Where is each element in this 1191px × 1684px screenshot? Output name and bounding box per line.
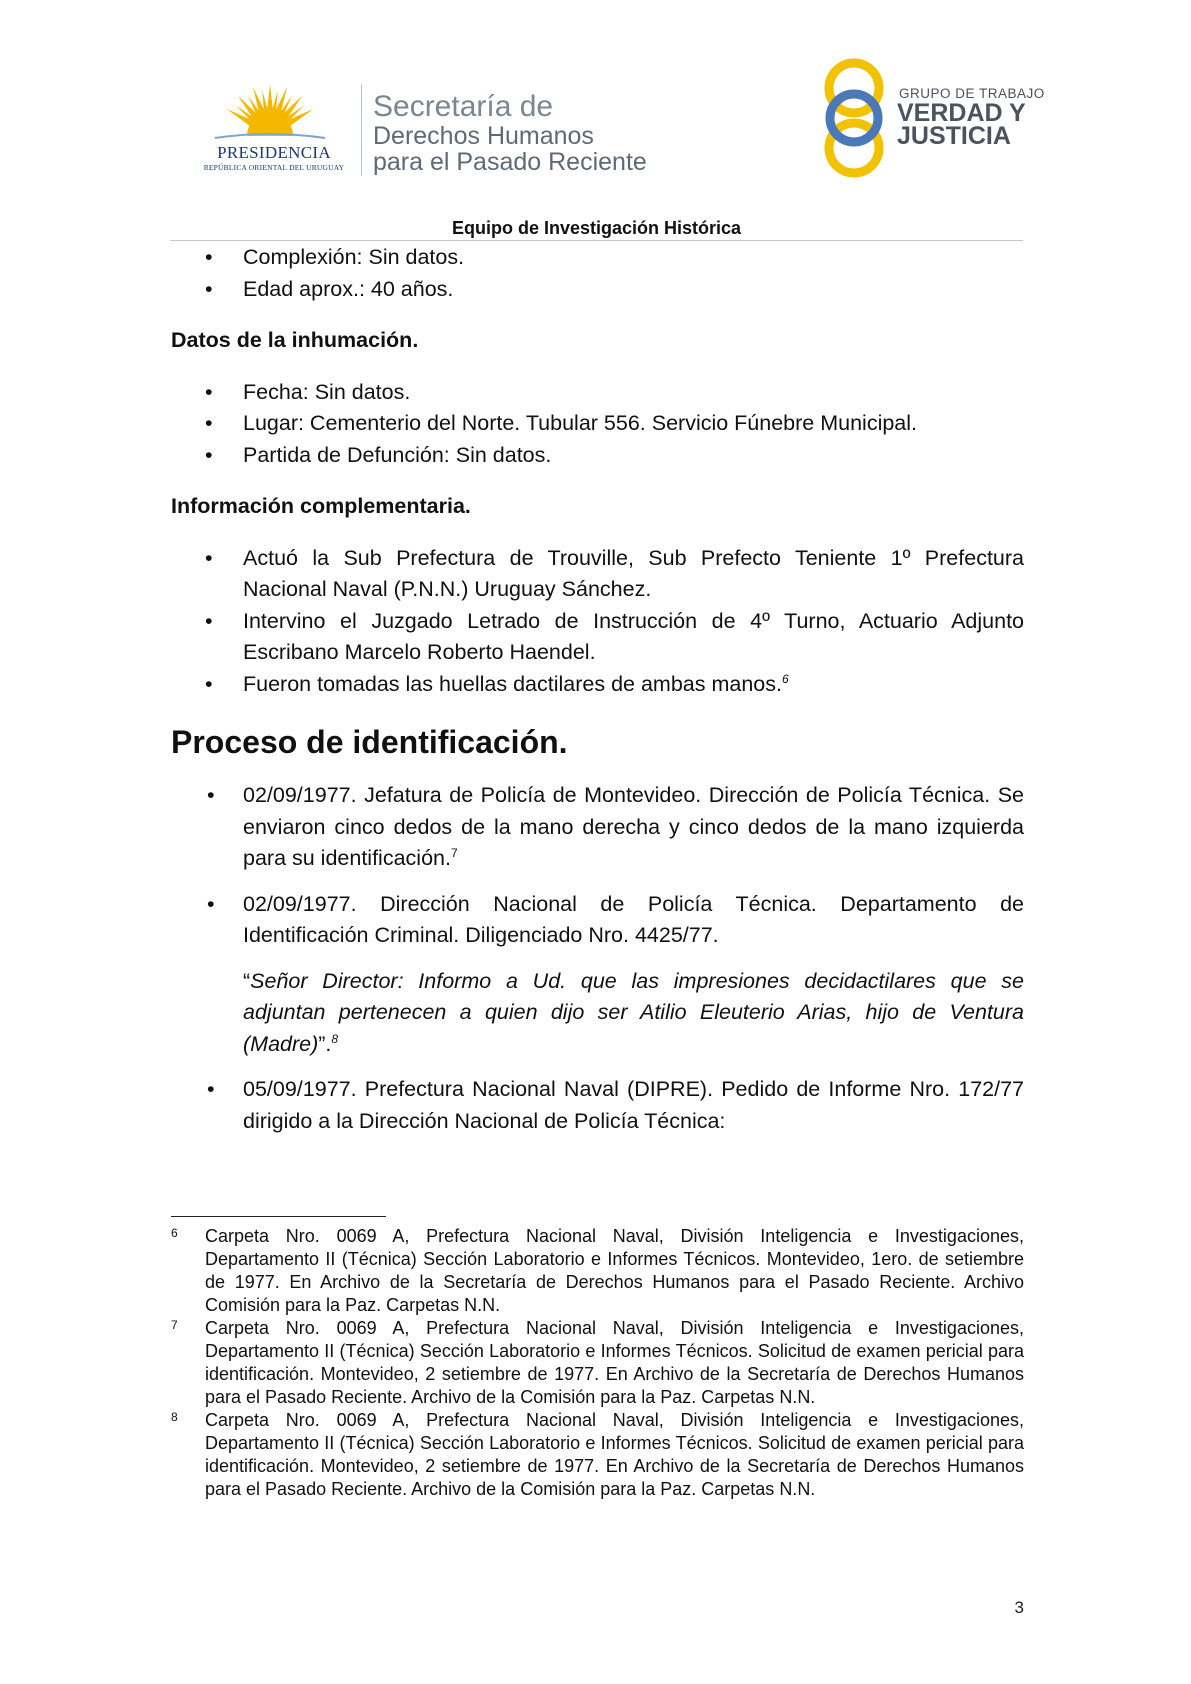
footnote — [171, 1225, 1024, 1317]
footnote-text: Carpeta Nro. 0069 A, Prefectura Nacional Naval, División Inteligencia e Investigaciones, Departamento II (Técnica) Sección Laboratorio e Informes Técnicos. Montevideo, 1ero. de setiembre de 1977. En Archivo de la Secretaría de Derechos Humanos para el Pasado Reciente. Archivo Comisión para la Paz. Carpetas N.N. — [205, 1226, 1024, 1315]
presidencia-name: PRESIDENCIA — [217, 143, 331, 162]
bullet-icon: • — [207, 891, 215, 916]
complementaria-heading: Información complementaria. — [171, 494, 471, 518]
quote-block: “Señor Director: Informo a Ud. que las impresiones decidactilares que se adjuntan pertenecen a quien dijo ser Atilio Eleuterio Arias, hijo de Ventura (Madre)”.$^8$ — [243, 968, 1024, 1056]
list-item: • 02/09/1977. Dirección Nacional de Policía Técnica. Departamento de Identificación Criminal. Diligenciado Nro. 4425/77. — [171, 889, 1024, 952]
footnote-number: 7 — [171, 1318, 178, 1332]
inhumacion-list — [171, 377, 1024, 472]
footnote-ref-7[interactable]: 7 — [450, 845, 458, 860]
verdad-justicia-rings-logo — [818, 56, 890, 180]
quote-text: Señor Director: Informo a Ud. que las impresiones decidactilares que se adjuntan pertenecen a quien dijo ser Atilio Eleuterio Arias, hijo de Ventura (Madre) — [243, 968, 1024, 1056]
proceso-list-continued — [171, 1074, 1024, 1137]
footnote-ref-8[interactable]: 8 — [331, 1031, 339, 1046]
inhumacion-heading: Datos de la inhumación. — [171, 328, 419, 352]
list-item: • 02/09/1977. Jefatura de Policía de Montevideo. Dirección de Policía Técnica. Se enviaron cinco dedos de la mano derecha y cinco dedos de la mano izquierda para su identificación.$^7$ — [171, 780, 1024, 875]
proceso-list — [171, 780, 1024, 952]
footnote — [171, 1317, 1024, 1409]
bullet-icon: • — [205, 608, 213, 633]
footnote-text: Carpeta Nro. 0069 A, Prefectura Nacional Naval, División Inteligencia e Investigaciones, Departamento II (Técnica) Sección Laboratorio e Informes Técnicos. Solicitud de examen pericial para identificación. Montevideo, 2 setiembre de 1977. En Archivo de la Secretaría de Derechos Humanos para el Pasado Reciente. Archivo de la Comisión para la Paz. Carpetas N.N. — [205, 1318, 1024, 1407]
bullet-icon: • — [205, 276, 213, 301]
secretaria-line-2: Derechos Humanos — [373, 122, 594, 150]
footnote — [171, 1409, 1024, 1501]
complementaria-list — [171, 543, 1024, 701]
bullet-icon: • — [207, 1077, 215, 1101]
list-item: • 05/09/1977. Prefectura Nacional Naval (DIPRE). Pedido de Informe Nro. 172/77 dirigido a la Dirección Nacional de Policía Técnica: — [171, 1074, 1024, 1137]
list-item: • Actuó la Sub Prefectura de Trouville, Sub Prefecto Teniente 1º Prefectura Nacional Naval (P.N.N.) Uruguay Sánchez. — [171, 543, 1024, 606]
list-item: • Fueron tomadas las huellas dactilares de ambas manos.$^6$ — [171, 669, 1024, 701]
header-rule — [170, 240, 1023, 241]
bullet-icon: • — [205, 245, 213, 269]
bullet-icon: • — [205, 411, 213, 435]
page-number: 3 — [1014, 1598, 1024, 1617]
footnotes — [171, 1225, 1024, 1501]
list-item: • Fecha: Sin datos. — [171, 377, 1024, 409]
footnote-separator — [171, 1216, 386, 1217]
footnote-text: Carpeta Nro. 0069 A, Prefectura Nacional Naval, División Inteligencia e Investigaciones, Departamento II (Técnica) Sección Laboratorio e Informes Técnicos. Solicitud de examen pericial para identificación. Montevideo, 2 setiembre de 1977. En Archivo de la Secretaría de Derechos Humanos para el Pasado Reciente. Archivo de la Comisión para la Paz. Carpetas N.N. — [205, 1410, 1024, 1499]
list-item: • Edad aprox.: 40 años. — [171, 274, 1024, 306]
justicia-label: JUSTICIA — [897, 122, 1011, 150]
list-item: • Lugar: Cementerio del Norte. Tubular 556. Servicio Fúnebre Municipal. — [171, 408, 1024, 440]
list-item: • Complexión: Sin datos. — [171, 242, 1024, 274]
secretaria-line-3: para el Pasado Reciente — [373, 148, 647, 176]
grupo-trabajo-label: GRUPO DE TRABAJO — [899, 86, 1045, 101]
physical-data-list — [171, 242, 1024, 305]
republica-name: REPÚBLICA ORIENTAL DEL URUGUAY — [203, 163, 345, 172]
footnote-number: 8 — [171, 1410, 178, 1424]
bullet-icon: • — [205, 545, 213, 570]
footnote-ref-6[interactable]: 6 — [781, 671, 789, 686]
list-item: • Partida de Defunción: Sin datos. — [171, 440, 1024, 472]
bullet-icon: • — [205, 442, 213, 467]
verdad-label: VERDAD Y — [897, 99, 1026, 127]
bullet-icon: • — [207, 783, 215, 807]
secretaria-line-1: Secretaría de — [373, 90, 554, 123]
bullet-icon: • — [205, 671, 213, 696]
team-title: Equipo de Investigación Histórica — [451, 218, 742, 238]
bullet-icon: • — [205, 379, 213, 404]
document-body — [171, 242, 1024, 1137]
footnote-number: 6 — [171, 1226, 178, 1240]
proceso-heading: Proceso de identificación. — [171, 724, 568, 760]
list-item: • Intervino el Juzgado Letrado de Instrucción de 4º Turno, Actuario Adjunto Escribano Marcelo Roberto Haendel. — [171, 606, 1024, 669]
logo-divider — [361, 84, 362, 176]
